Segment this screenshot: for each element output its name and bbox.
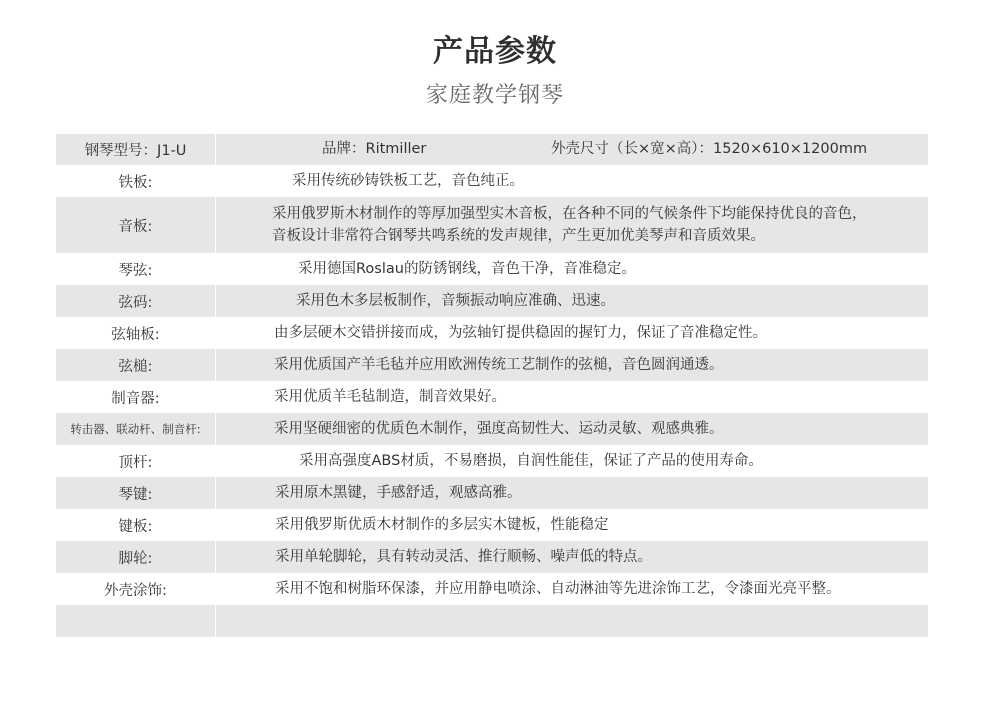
- spec-label: [56, 605, 216, 637]
- spec-row-strings: [56, 253, 928, 285]
- spec-row-finish: [56, 573, 928, 605]
- spec-value: 采用俄罗斯木材制作的等厚加强型实木音板，在各种不同的气候条件下均能保持优良的音色， 音板设计非常符合钢琴共鸣系统的发声规律，产生更加优美琴声和音质效果。: [272, 206, 867, 244]
- spec-label: 转击器、联动杆、制音杆:: [56, 413, 216, 445]
- model-cell: [56, 134, 216, 165]
- spec-label: 顶杆:: [56, 445, 216, 477]
- spec-label: 弦轴板:: [56, 317, 216, 349]
- spec-label: 外壳涂饰:: [56, 573, 216, 605]
- spec-value: 由多层硬木交错拼接而成，为弦轴钉提供稳固的握钉力，保证了音准稳定性。: [274, 325, 767, 341]
- spec-row-casters: [56, 541, 928, 573]
- spec-value: 采用色木多层板制作，音频振动响应准确、迅速。: [296, 293, 615, 309]
- spec-row-pinblock: [56, 317, 928, 349]
- spec-value: 采用坚硬细密的优质色木制作，强度高韧性大、运动灵敏、观感典雅。: [274, 421, 724, 437]
- spec-label: 脚轮:: [56, 541, 216, 573]
- spec-label: 琴键:: [56, 477, 216, 509]
- spec-table: [56, 134, 928, 637]
- spec-value: 采用原木黑键，手感舒适，观感高雅。: [275, 485, 522, 501]
- header-row: [56, 134, 928, 165]
- spec-label: 键板:: [56, 509, 216, 541]
- spec-label: 铁板:: [56, 165, 216, 197]
- spec-value: 采用优质国产羊毛毡并应用欧洲传统工艺制作的弦槌，音色圆润通透。: [274, 357, 724, 373]
- header-info: [216, 134, 928, 165]
- spec-row-bridge: [56, 285, 928, 317]
- spec-row-damper: [56, 381, 928, 413]
- spec-row-keybed: [56, 509, 928, 541]
- spec-value: 采用不饱和树脂环保漆，并应用静电喷涂、自动淋油等先进涂饰工艺，令漆面光亮平整。: [275, 581, 841, 597]
- dimensions-label: 外壳尺寸（长×宽×高）：1520×610×1200mm: [551, 141, 868, 157]
- spec-value: 采用传统砂铸铁板工艺，音色纯正。: [292, 173, 524, 189]
- spec-value: 采用优质羊毛毡制造，制音效果好。: [274, 389, 506, 405]
- spec-label: 音板:: [56, 197, 216, 253]
- spec-value: 采用单轮脚轮，具有转动灵活、推行顺畅、噪声低的特点。: [275, 549, 652, 565]
- spec-row-keys: [56, 477, 928, 509]
- page-subtitle: 家庭教学钢琴: [425, 83, 564, 108]
- spec-label: 琴弦:: [56, 253, 216, 285]
- spec-label: 制音器:: [56, 381, 216, 413]
- spec-label: 弦槌:: [56, 349, 216, 381]
- spec-row-hammers: [56, 349, 928, 381]
- spec-row-iron-plate: [56, 165, 928, 197]
- brand-label: 品牌：Ritmiller: [322, 141, 427, 157]
- spec-value: 采用高强度ABS材质，不易磨损，自润性能佳，保证了产品的使用寿命。: [299, 453, 763, 469]
- page-title: 产品参数: [433, 34, 557, 69]
- spec-value: 采用俄罗斯优质木材制作的多层实木键板，性能稳定: [275, 517, 609, 533]
- spec-label: 弦码:: [56, 285, 216, 317]
- spec-value: 采用德国Roslau的防锈钢线，音色干净，音准稳定。: [298, 261, 636, 277]
- model-label: 钢琴型号：J1-U: [84, 143, 187, 159]
- spec-row-soundboard: [56, 197, 928, 253]
- spec-row-empty: [56, 605, 928, 637]
- spec-row-top-rod: [56, 445, 928, 477]
- spec-row-action: [56, 413, 928, 445]
